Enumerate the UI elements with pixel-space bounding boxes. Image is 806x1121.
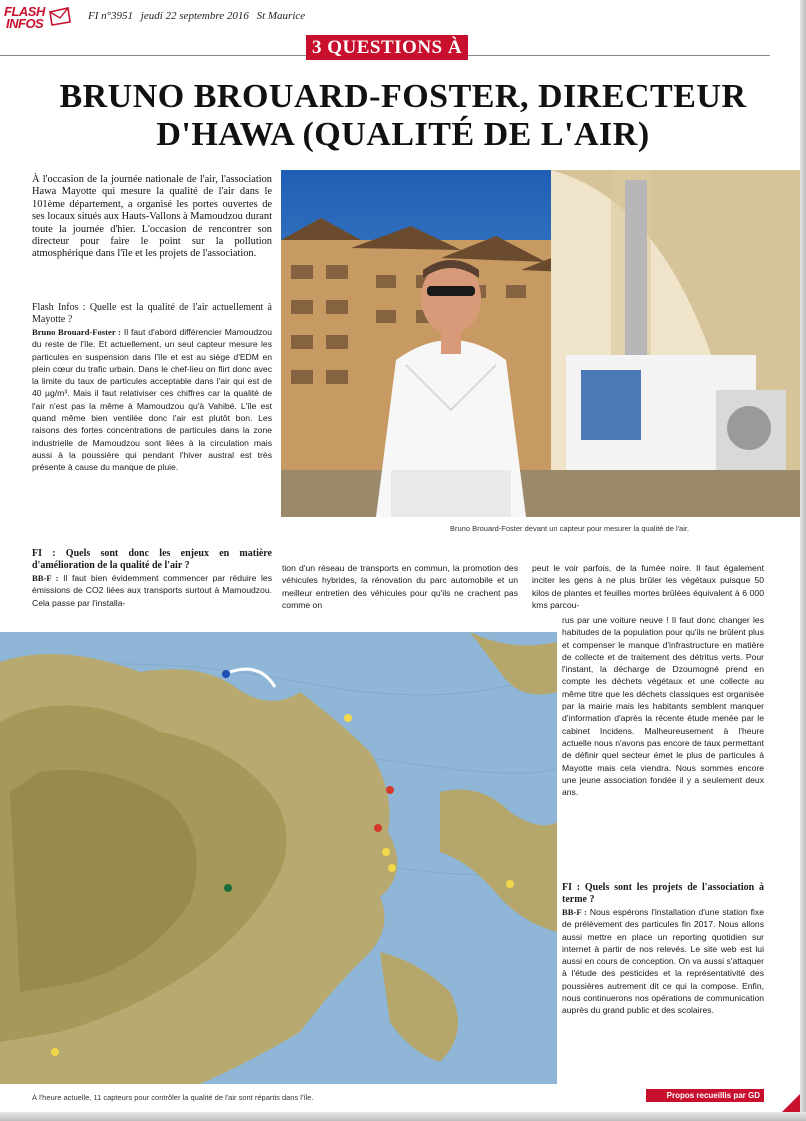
question-block-1 xyxy=(32,302,272,474)
issue-date: jeudi 22 septembre 2016 xyxy=(140,10,249,22)
issue-number: FI n°3951 xyxy=(88,10,134,22)
question-3: FI : Quels sont les projets de l'association à terme ? xyxy=(562,882,764,905)
question-block-3 xyxy=(562,882,764,1017)
answer-1-lead: Bruno Brouard-Foster : xyxy=(32,327,121,337)
headline-line-2: D'HAWA (QUALITÉ DE L'AIR) xyxy=(156,116,650,153)
answer-1 xyxy=(32,326,272,474)
answer-2-lead: BB-F : xyxy=(32,573,59,583)
photo-caption: Bruno Brouard-Foster devant un capteur pour mesurer la qualité de l'air. xyxy=(450,524,690,533)
question-2: FI : Quels sont donc les enjeux en matière d'amélioration de la qualité de l'air ? xyxy=(32,548,272,571)
answer-2-col-2: tion d'un réseau de transports en commun, la promotion des véhicules hybrides, la rénovation du parc automobile et un meilleur entretien des véhicules pour qu'ils ne crachent pas comme on xyxy=(282,563,518,610)
envelope-icon xyxy=(48,6,72,26)
logo-text-flash: FLASH xyxy=(4,4,45,19)
answer-2-col-1 xyxy=(32,572,272,609)
issue-info xyxy=(88,10,310,22)
page-shadow-bottom xyxy=(0,1112,806,1121)
answer-3-text: Nous espérons l'installation d'une station fixe de prélèvement des particules fin 2017. Nous allons aussi mettre en place un reporting quotidien sur internet à partir de nos relevés. Le site web est lui aussi en cours de conception. On va aussi s'attaquer à l'étude des pesticides et la représentativité des poussières autrement dit ce qui la compose. Enfin, nous continuerons nos opérations de communication auprès du grand public et des scolaires. xyxy=(562,907,764,1016)
answer-2-col-3: peut le voir parfois, de la fumée noire. Il faut également inciter les gens à ne plus brûler les végétaux puisque 50 kilos de plantes et feuilles mortes brûlées équivalent à 6 000 kms parcou- xyxy=(532,563,764,610)
section-kicker: 3 QUESTIONS À xyxy=(306,35,468,60)
answer-1-text: Il faut d'abord différencier Mamoudzou du reste de l'île. Et actuellement, un seul capteur mesure les particules en suspension dans l'île et est au siège d'EDM en plein cœur du trafic urbain. Dans le chef-lieu on flirt donc avec la limite du taux de particules acceptable dans l'air qui est de 40 µg/m³. Mais il faut relativiser ces chiffres car la qualité de l'air n'est pas la même à Mamoudzou qu'à Vahibé. L'île est quand même bien ventilée donc l'air est plutôt bon. Les raisons des fortes concentrations de particules dans la zone industrielle de Mamoudzou sont liées à la circulation mais aussi à la poussière qui pendant l'hiver austral est très présente à cause du manque de pluie. xyxy=(32,327,272,473)
issue-place: St Maurice xyxy=(256,10,306,22)
director-photo xyxy=(281,170,800,517)
answer-3 xyxy=(562,906,764,1017)
page-shadow-right xyxy=(800,0,806,1121)
flash-infos-logo xyxy=(4,4,74,34)
article-headline xyxy=(20,78,786,154)
page-header xyxy=(0,0,806,34)
map-caption: À l'heure actuelle, 11 capteurs pour contrôler la qualité de l'air sont répartis dans l'île. xyxy=(32,1093,314,1102)
article-intro: À l'occasion de la journée nationale de l'air, l'association Hawa Mayotte qui mesure la qualité de l'air dans le 101ème département, a organisé les portes ouvertes de ses locaux situés aux Hauts-Vallons à Mamoudzou durant toute la journée d'hier. L'occasion de rencontrer son directeur pour faire le point sur la pollution atmosphérique dans l'île et les projets de l'association. xyxy=(32,174,272,260)
answer-2-col-1-text: Il faut bien évidemment commencer par réduire les émissions de CO2 liées aux transports surtout à Mamoudzou. Cela passe par l'installa- xyxy=(32,573,272,608)
headline-line-1: BRUNO BROUARD-FOSTER, DIRECTEUR xyxy=(59,78,747,115)
question-1: Flash Infos : Quelle est la qualité de l'air actuellement à Mayotte ? xyxy=(32,302,272,325)
answer-2-col-4: rus par une voiture neuve ! Il faut donc changer les habitudes de la population pour qu'ils ne brûlent plus et compenser le manque d'infrastructure en matière de collecte et de traitement des détritus verts. Pour l'instant, la décharge de Dzoumogné prend en compte les déchets végétaux et une collecte au même titre que les déchets classiques est organisée par la mairie mais les habitants semblent manquer d'information d'après la récente étude menée par le cabinet Incidens. Malheureusement à l'heure actuelle nous n'avons pas encore de taux permettant de définir quel secteur émet le plus de particules à Mayotte mais cela viendra. Nous sommes encore une jeune association fondée il y a seulement deux ans. xyxy=(562,615,764,798)
article-credit: Propos recueillis par GD xyxy=(646,1089,764,1102)
answer-3-lead: BB-F : xyxy=(562,907,587,917)
sensor-map-photo xyxy=(0,632,557,1084)
question-block-2 xyxy=(32,548,272,609)
logo-text-infos: INFOS xyxy=(6,16,44,31)
